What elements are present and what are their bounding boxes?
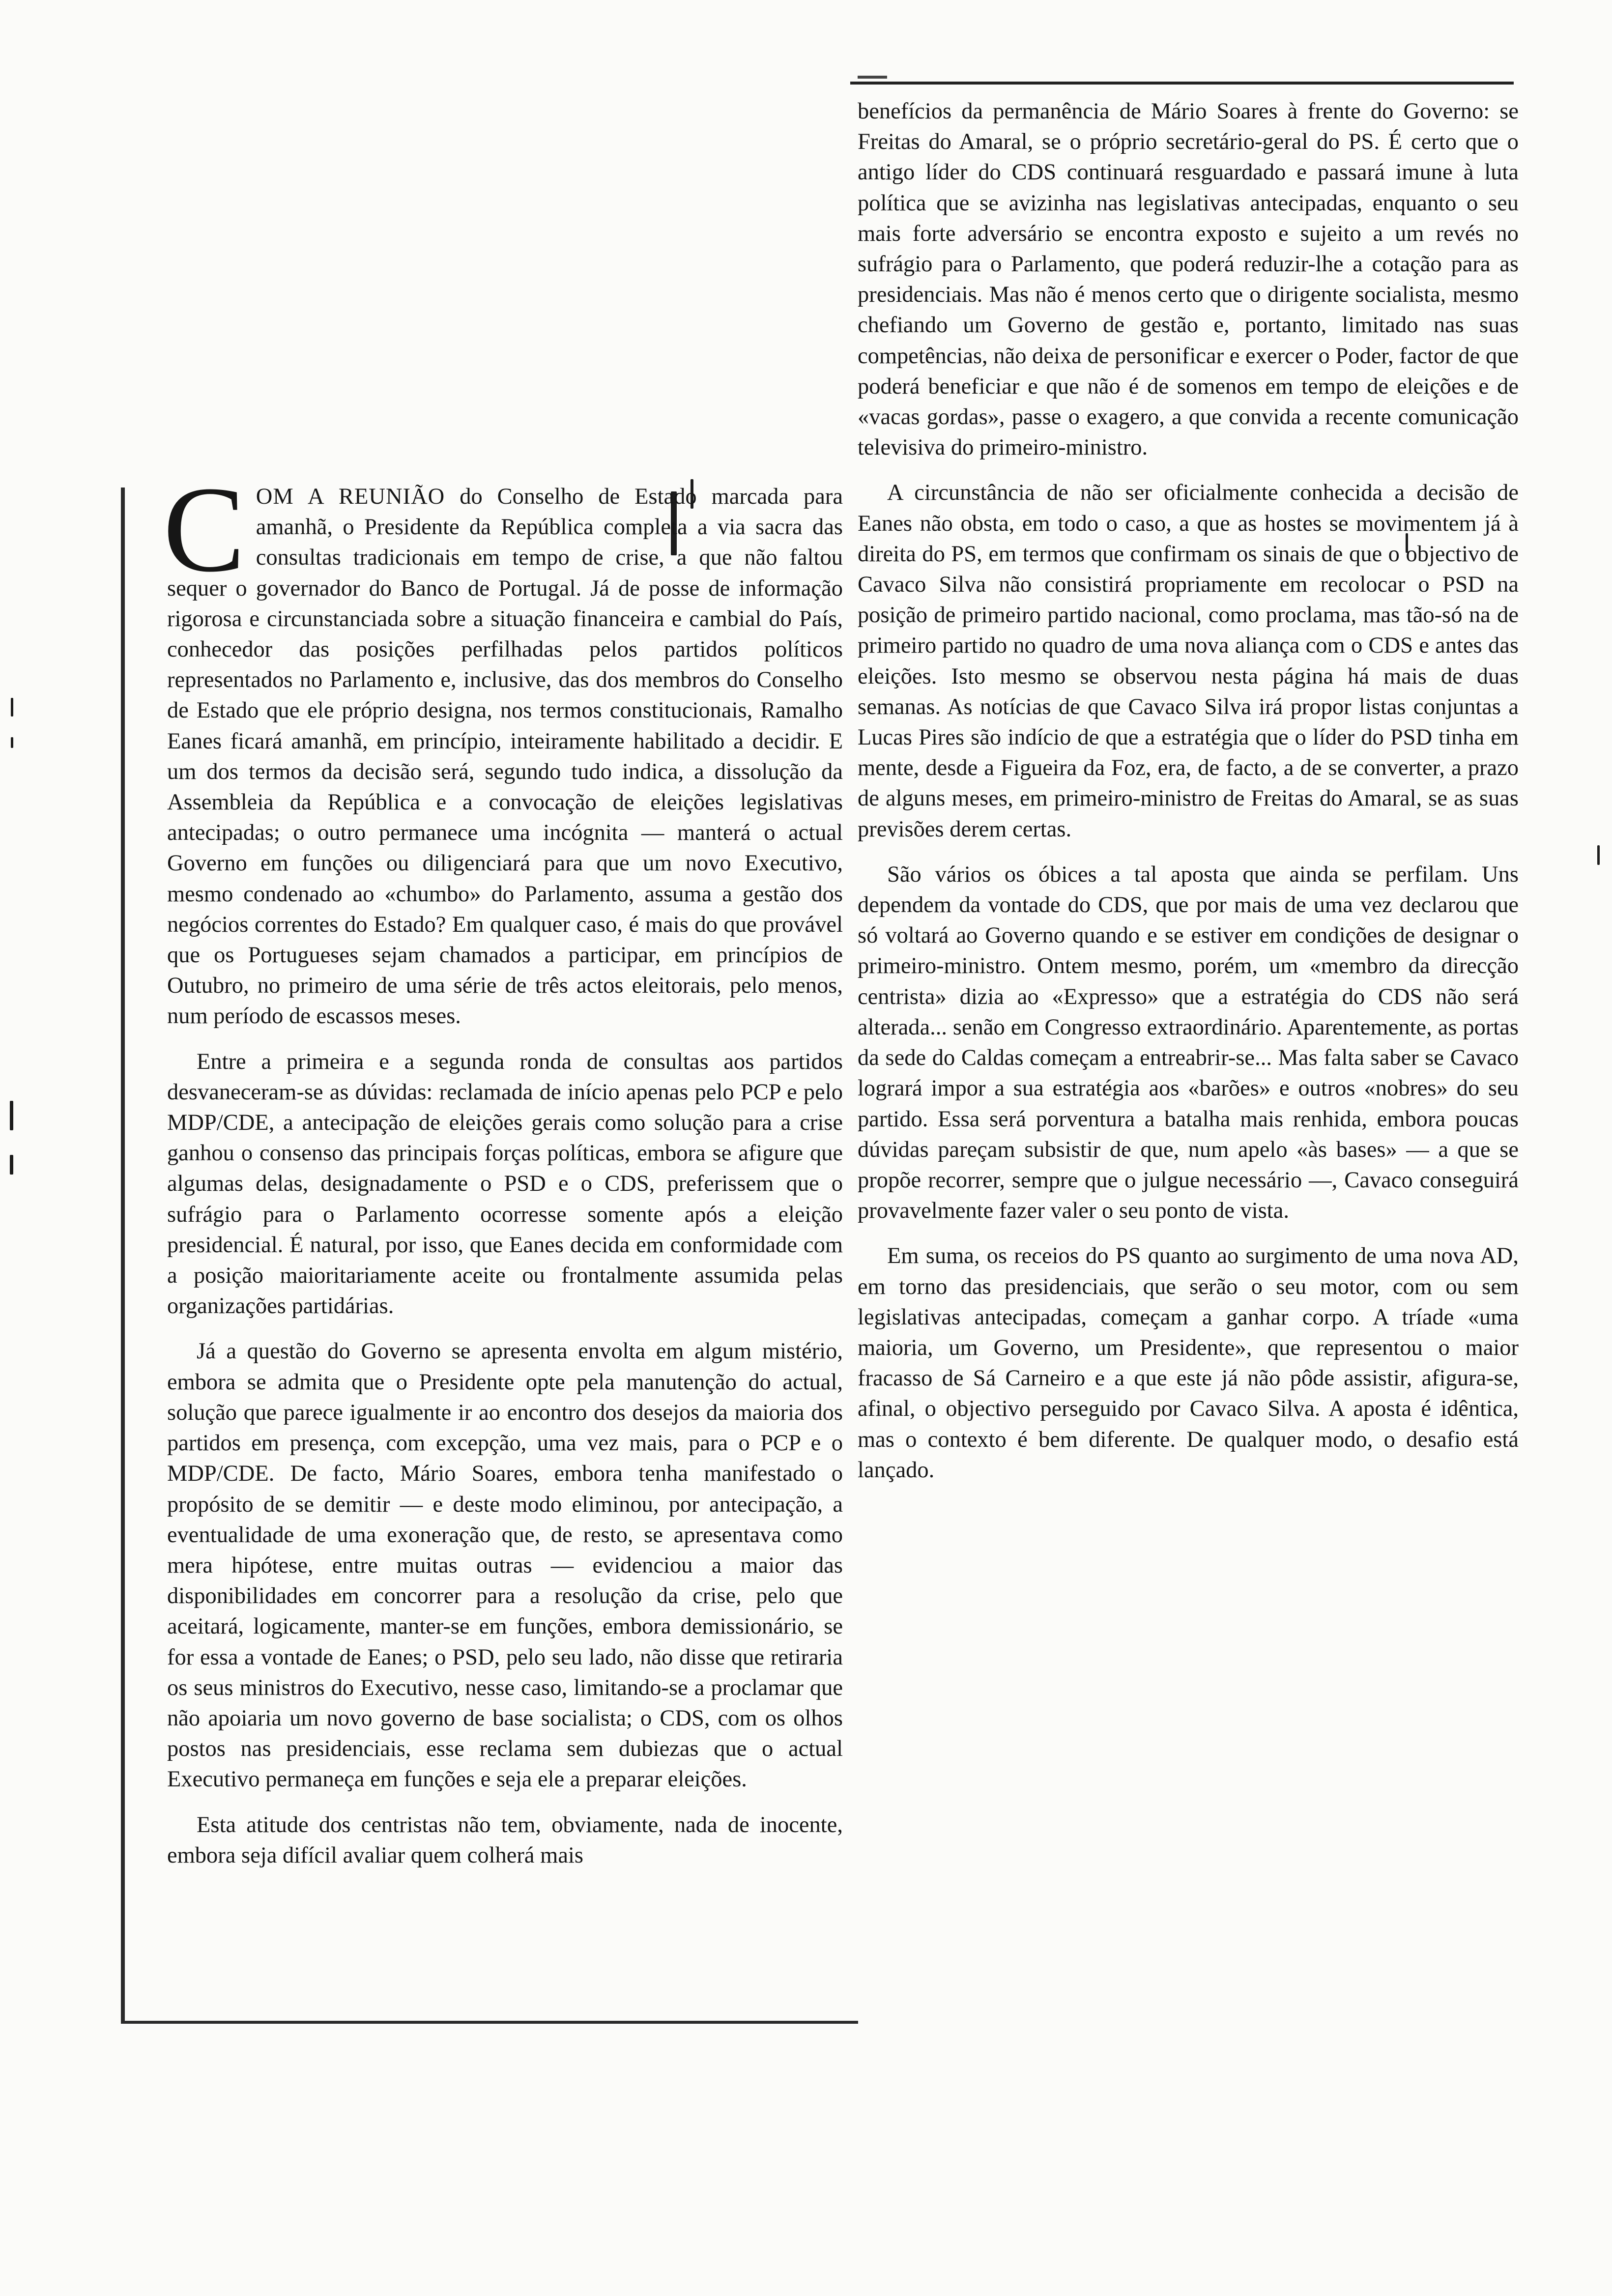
bottom-rule bbox=[121, 2021, 858, 2024]
paragraph: Entre a primeira e a segunda ronda de consultas aos partidos desvaneceram-se as dúvidas: reclamada de início apenas pelo PCP e pelo MDP/CDE, a antecipação de eleições gerais como solução para a crise ganhou o consenso das principais forças políticas, embora se afigure que algumas delas, designadamente o PSD e o CDS, preferissem que o sufrágio para o Parlamento ocorresse somente após a eleição presidencial. É natural, por isso, que Eanes decida em conformidade com a posição maioritariamente aceite ou frontalmente assumida pelas organizações partidárias. bbox=[167, 1049, 843, 1319]
top-rule-mark bbox=[858, 76, 887, 79]
left-column bbox=[163, 461, 843, 1871]
top-rule bbox=[850, 82, 1514, 85]
paragraph: Esta atitude dos centristas não tem, obviamente, nada de inocente, embora seja difícil avaliar quem colherá mais bbox=[167, 1812, 843, 1868]
paragraph: São vários os óbices a tal aposta que ainda se perfilam. Uns dependem da vontade do CDS, que por mais de uma vez declarou que só voltará ao Governo quando e se estiver em condições de designar o primeiro-ministro. Ontem mesmo, porém, um «membro da direcção centrista» dizia ao «Expresso» que a estratégia do CDS não será alterada... senão em Congresso extraordinário. Aparentemente, as portas da sede do Caldas começam a entreabrir-se... Mas falta saber se Cavaco logrará impor a sua estratégia aos «barões» e outros «nobres» do seu partido. Essa será porventura a batalha mais renhida, embora poucas dúvidas pareçam subsistir de que, num apelo «às bases» — a que se propõe recorrer, sempre que o julgue necessário —, Cavaco conseguirá provavelmente fazer valer o seu ponto de vista. bbox=[858, 861, 1519, 1224]
scan-mark bbox=[1597, 845, 1600, 865]
paragraph: benefícios da permanência de Mário Soares à frente do Governo: se Freitas do Amaral, se o próprio secretário-geral do PS. É certo que o antigo líder do CDS continuará resguardado e passará imune à luta política que se avizinha nas legislativas antecipadas, enquanto o seu mais forte adversário se encontra exposto e sujeito a um revés no sufrágio para o Parlamento, que poderá reduzir-lhe a cotação para as presidenciais. Mas não é menos certo que o dirigente socialista, mesmo chefiando um Governo de gestão e, portanto, limitado nas suas competências, não deixa de personificar e exercer o Poder, factor de que poderá beneficiar e que não é de somenos em tempo de eleições e de «vacas gordas», passe o exagero, a que convida a recente comunicação televisiva do primeiro-ministro. bbox=[858, 99, 1519, 460]
lead-caps: OM A REUNIÃO bbox=[256, 484, 445, 509]
paragraph: Em suma, os receios do PS quanto ao surgimento de uma nova AD, em torno das presidenciais, que serão o seu motor, com ou sem legislativas antecipadas, começam a ganhar corpo. A tríade «uma maioria, um Governo, um Presidente», que representou o maior fracasso de Sá Carneiro e a que este já não pôde assistir, afigura-se, afinal, o objectivo perseguido por Cavaco Silva. A aposta é idêntica, mas o contexto é bem diferente. De qualquer modo, o desafio está lançado. bbox=[858, 1243, 1519, 1483]
left-column-rule bbox=[121, 488, 125, 2021]
drop-cap: C bbox=[163, 461, 245, 598]
lead-paragraph bbox=[163, 461, 843, 1032]
right-column bbox=[858, 96, 1519, 1486]
paragraph-text: do Conselho de Estado marcada para amanhã, o Presidente da República completa a via sacra das consultas tradicionais em tempo de crise, a que não faltou sequer o governador do Banco de Portugal. Já de posse de informação rigorosa e circunstanciada sobre a situação financeira e cambial do País, conhecedor das posições perfilhadas pelos partidos políticos representados no Parlamento e, inclusive, das dos membros do Conselho de Estado que ele próprio designa, nos termos constitucionais, Ramalho Eanes ficará amanhã, em princípio, inteiramente habilitado a decidir. E um dos termos da decisão será, segundo tudo indica, a dissolução da Assembleia da República e a convocação de eleições legislativas antecipadas; o outro permanece uma incógnita — manterá o actual Governo em funções ou diligenciará para que um novo Executivo, mesmo condenado ao «chumbo» do Parlamento, assuma a gestão dos negócios correntes do Estado? Em qualquer caso, é mais do que provável que os Portugueses sejam chamados a participar, em princípios de Outubro, no primeiro de uma série de três actos eleitorais, pelo menos, num período de escassos meses. bbox=[167, 484, 843, 1029]
paragraph: Já a questão do Governo se apresenta envolta em algum mistério, embora se admita que o Presidente opte pela manutenção do actual, solução que parece igualmente ir ao encontro dos desejos da maioria dos partidos em presença, com excepção, uma vez mais, para o PCP e o MDP/CDE. De facto, Mário Soares, embora tenha manifestado o propósito de se demitir — e deste modo eliminou, por antecipação, a eventualidade de uma exoneração que, de resto, se apresentava como mera hipótese, entre muitas outras — evidenciou a maior das disponibilidades em concorrer para a resolução da crise, pelo que aceitará, logicamente, manter-se em funções, embora demissionário, se for essa a vontade de Eanes; o PSD, pelo seu lado, não disse que retiraria os seus ministros do Executivo, nesse caso, limitando-se a proclamar que não apoiaria um novo governo de base socialista; o CDS, com os olhos postos nas presidenciais, esse reclama sem dubiezas que o actual Executivo permaneça em funções e seja ele a preparar eleições. bbox=[167, 1339, 843, 1792]
paragraph: A circunstância de não ser oficialmente conhecida a decisão de Eanes não obsta, em todo o caso, a que as hostes se movimentem já à direita do PS, em termos que confirmam os sinais de que o objectivo de Cavaco Silva não consistirá propriamente em recolocar o PSD na posição de primeiro partido nacional, como proclama, mas tão-só na de primeiro partido no quadro de uma nova aliança com o CDS e antes das eleições. Isto mesmo se observou nesta página há mais de duas semanas. As notícias de que Cavaco Silva irá propor listas conjuntas a Lucas Pires são indício de que a estratégia que o líder do PSD tinha em mente, desde a Figueira da Foz, era, de facto, a de se converter, a prazo de alguns meses, em primeiro-ministro de Freitas do Amaral, se as suas previsões derem certas. bbox=[858, 480, 1519, 842]
scan-margin-marks bbox=[9, 698, 24, 1189]
